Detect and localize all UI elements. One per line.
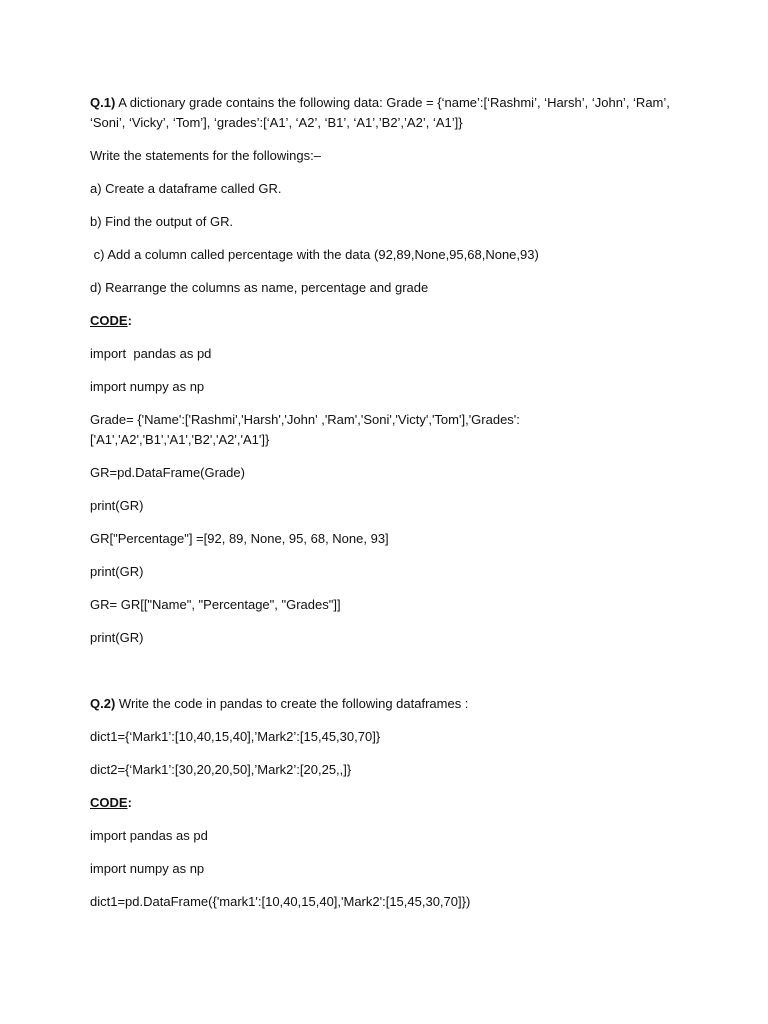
- q1-code-heading-text: CODE: [90, 313, 128, 328]
- q2-code-heading-colon: :: [127, 795, 132, 810]
- q1-code-line-9: print(GR): [90, 630, 144, 645]
- q1-code-line-6: GR["Percentage"] =[92, 89, None, 95, 68, None, 93]: [90, 531, 389, 546]
- q1-code-line-7: print(GR): [90, 564, 144, 579]
- q1-code-line-8: GR= GR[["Name", "Percentage", "Grades"]]: [90, 597, 341, 612]
- q1-part-b: b) Find the output of GR.: [90, 214, 234, 229]
- q2-code-heading-text: CODE: [90, 795, 128, 810]
- q1-code-heading: [90, 311, 690, 331]
- q2-label: Q.2): [90, 696, 116, 711]
- q2-code-line-1: import pandas as pd: [90, 828, 208, 843]
- q1-code-line-4: GR=pd.DataFrame(Grade): [90, 465, 245, 480]
- q2-code-line-2: import numpy as np: [90, 861, 205, 876]
- q1-part-c: c) Add a column called percentage with the data (92,89,None,95,68,None,93): [90, 247, 539, 262]
- q2-dict-2: dict2={‘Mark1’:[30,20,20,50],’Mark2’:[20,25,,]}: [90, 762, 352, 777]
- q1-code-line-2: import numpy as np: [90, 379, 205, 394]
- q1-code-line-3: Grade= {'Name':['Rashmi','Harsh','John' ,'Ram','Soni','Victy','Tom'],'Grades': ['A1','A2','B1','A1','B2','A2','A1']}: [90, 412, 520, 447]
- q1-code-line-5: print(GR): [90, 498, 144, 513]
- q1-code-line-1: import pandas as pd: [90, 346, 212, 361]
- q1-question: [90, 93, 690, 133]
- document-content: [90, 93, 690, 925]
- q2-question: [90, 694, 690, 714]
- q2-code-heading: [90, 793, 690, 813]
- q1-code-heading-colon: :: [127, 313, 132, 328]
- q1-label: Q.1): [90, 95, 116, 110]
- q1-part-a: a) Create a dataframe called GR.: [90, 181, 282, 196]
- q2-dict-1: dict1={‘Mark1’:[10,40,15,40],’Mark2’:[15,45,30,70]}: [90, 729, 381, 744]
- section-spacer: [90, 661, 690, 694]
- q2-question-text: Write the code in pandas to create the following dataframes :: [115, 696, 469, 711]
- q1-instruction: Write the statements for the followings:–: [90, 148, 321, 163]
- q1-part-d: d) Rearrange the columns as name, percentage and grade: [90, 280, 429, 295]
- q1-question-text: A dictionary grade contains the following data: Grade = {‘name’:[‘Rashmi’, ‘Harsh’, ‘John’, ‘Ram’, ‘Soni’, ‘Vicky’, ‘Tom’], ‘grades’:[‘A1’, ‘A2’, ‘B1’, ‘A1’,’B2’,’A2’, ‘A1’]}: [90, 95, 674, 130]
- q2-code-line-3: dict1=pd.DataFrame({'mark1':[10,40,15,40],'Mark2':[15,45,30,70]}): [90, 894, 471, 909]
